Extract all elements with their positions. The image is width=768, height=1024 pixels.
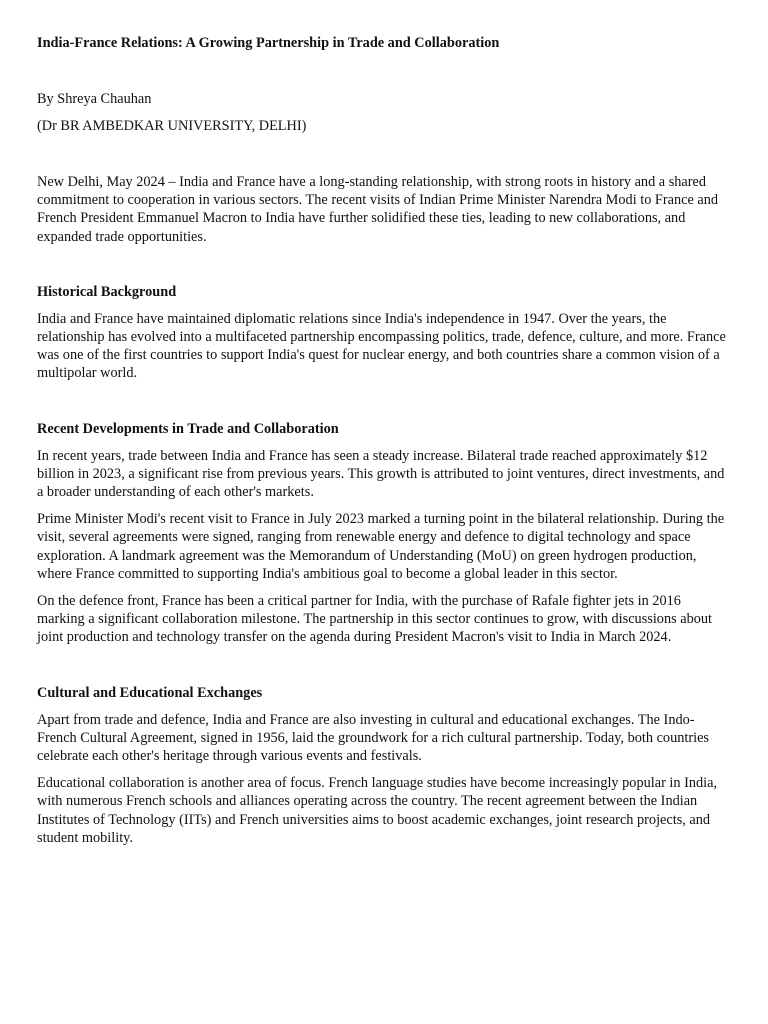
article-title: India-France Relations: A Growing Partnership in Trade and Collaboration (37, 35, 500, 51)
author-byline: By Shreya Chauhan (37, 91, 152, 107)
section-paragraph: India and France have maintained diplomatic relations since India's independence in 1947. Over the years, the relationship has evolved into a multifaceted partnership encompassing politics, trade, defence, culture, and more. France was one of the first countries to support India's quest for nuclear energy, and both countries share a common vision of a multipolar world. (37, 310, 726, 382)
author-affiliation: (Dr BR AMBEDKAR UNIVERSITY, DELHI) (37, 118, 307, 134)
lead-paragraph: New Delhi, May 2024 – India and France have a long-standing relationship, with strong roots in history and a shared commitment to cooperation in various sectors. The recent visits of Indian Prime Minister Narendra Modi to France and French President Emmanuel Macron to India have further solidified these ties, leading to new collaborations, and expanded trade opportunities. (37, 174, 719, 245)
section-paragraph: Apart from trade and defence, India and France are also investing in cultural and educational exchanges. The Indo-French Cultural Agreement, signed in 1956, laid the groundwork for a rich cultural partnership. Today, both countries celebrate each other's heritage through various events and festivals. (37, 711, 709, 765)
section-heading-recent-developments: Recent Developments in Trade and Collaboration (37, 420, 339, 437)
section-paragraph: On the defence front, France has been a critical partner for India, with the purchase of Rafale fighter jets in 2016 marking a significant collaboration milestone. The partnership in this sector continues to grow, with discussions about joint production and technology transfer on the agenda during President Macron's visit to India in March 2024. (37, 593, 713, 646)
section-paragraph: In recent years, trade between India and France has seen a steady increase. Bilateral trade reached approximately $12 billion in 2023, a significant rise from previous years. This growth is attributed to joint ventures, direct investments, and a broader understanding of each other's markets. (37, 447, 725, 501)
section-heading-cultural-exchanges: Cultural and Educational Exchanges (37, 684, 263, 701)
section-paragraph: Educational collaboration is another area of focus. French language studies have become increasingly popular in India, with numerous French schools and alliances operating across the country. The recent agreement between the Indian Institutes of Technology (IITs) and French universities aims to boost academic exchanges, joint research projects, and student mobility. (37, 775, 718, 846)
section-heading-historical-background: Historical Background (37, 283, 177, 300)
section-paragraph: Prime Minister Modi's recent visit to France in July 2023 marked a turning point in the bilateral relationship. During the visit, several agreements were signed, ranging from renewable energy and defence to digital technology and space exploration. A landmark agreement was the Memorandum of Understanding (MoU) on green hydrogen production, where France committed to supporting India's ambitious goal to become a global leader in this sector. (37, 511, 725, 582)
